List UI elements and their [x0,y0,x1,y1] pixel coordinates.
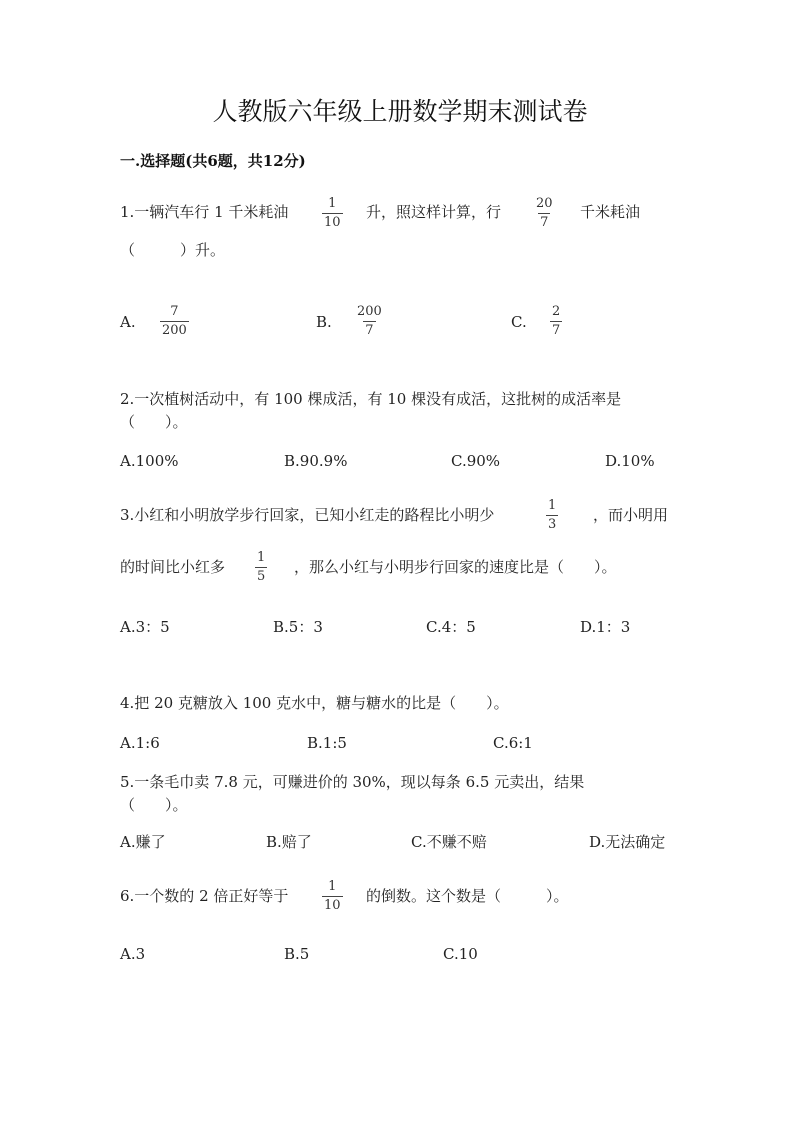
q1-fraction-2 [534,197,555,230]
q6-text-b: 的倒数。这个数是（ ）。 [366,887,569,905]
q1-option-b-denominator: 7 [365,323,374,338]
q3-option-a: A.3：5 [120,618,170,636]
q3-option-c: C.4：5 [426,618,476,636]
q3-frac1-numerator: 1 [548,498,557,513]
q6-fraction-1 [322,880,343,913]
q2-option-d: D.10% [605,452,655,470]
q2-text-b: （ ）。 [120,413,188,431]
q1-frac1-denominator: 10 [324,215,341,230]
q1-text-a: 1.一辆汽车行 1 千米耗油 [120,203,289,221]
q6-option-c: C.10 [443,945,478,963]
q6-text-a: 6.一个数的 2 倍正好等于 [120,887,289,905]
q2-option-a: A.100% [120,452,179,470]
q1-fraction-1 [322,197,343,230]
q4-text-a: 4.把 20 克糖放入 100 克水中，糖与糖水的比是（ ）。 [120,694,509,712]
q1-text-d: （ ）升。 [120,241,226,259]
q6-option-b: B.5 [284,945,310,963]
q1-option-c-label: C. [511,313,527,331]
q1-text-b: 升，照这样计算，行 [366,203,502,221]
q3-frac2-numerator: 1 [257,550,266,565]
q1-option-a-numerator: 7 [170,304,179,319]
q1-frac2-numerator: 20 [536,196,553,211]
q6-frac1-denominator: 10 [324,898,341,913]
q3-fraction-1 [546,499,558,532]
q5-option-a: A.赚了 [120,833,166,851]
q3-option-b: B.5：3 [273,618,323,636]
q4-option-b: B.1:5 [307,734,347,752]
q3-text-a: 3.小红和小明放学步行回家，已知小红走的路程比小明少 [120,506,495,524]
q3-text-b: ，而小明用 [593,506,669,524]
q3-frac1-denominator: 3 [548,517,557,532]
q1-option-c-numerator: 2 [552,304,561,319]
q1-option-a-label: A. [120,313,136,331]
q5-option-d: D.无法确定 [589,833,666,851]
q3-text-d: ，那么小红与小明步行回家的速度比是（ ）。 [294,558,617,576]
q5-text-b: （ ）。 [120,796,188,814]
q1-option-c-denominator: 7 [552,323,561,338]
q5-option-b: B.赔了 [266,833,312,851]
q2-option-c: C.90% [451,452,501,470]
q1-option-b-label: B. [316,313,332,331]
q1-text-c: 千米耗油 [580,203,641,221]
section-heading: 一.选择题(共6题，共12分) [120,152,306,170]
page-title: 人教版六年级上册数学期末测试卷 [212,97,588,126]
q4-option-c: C.6:1 [493,734,533,752]
q5-option-c: C.不赚不赔 [411,833,487,851]
q1-frac1-numerator: 1 [328,196,337,211]
q3-option-d: D.1：3 [580,618,631,636]
q2-text-a: 2.一次植树活动中，有 100 棵成活，有 10 棵没有成活，这批树的成活率是 [120,390,622,408]
q4-option-a: A.1:6 [120,734,160,752]
q6-option-a: A.3 [120,945,146,963]
q6-frac1-numerator: 1 [328,879,337,894]
q1-option-a-denominator: 200 [162,323,187,338]
q1-frac2-denominator: 7 [540,215,549,230]
q5-text-a: 5.一条毛巾卖 7.8 元，可赚进价的 30%，现以每条 6.5 元卖出，结果 [120,773,585,791]
q1-option-b-numerator: 200 [357,304,382,319]
q3-frac2-denominator: 5 [257,569,266,584]
q3-text-c: 的时间比小红多 [120,558,226,576]
q1-option-c-fraction [550,305,562,338]
q2-option-b: B.90.9% [284,452,348,470]
q1-option-a-fraction [160,305,189,338]
q3-fraction-2 [255,551,267,584]
q1-option-b-fraction [355,305,384,338]
